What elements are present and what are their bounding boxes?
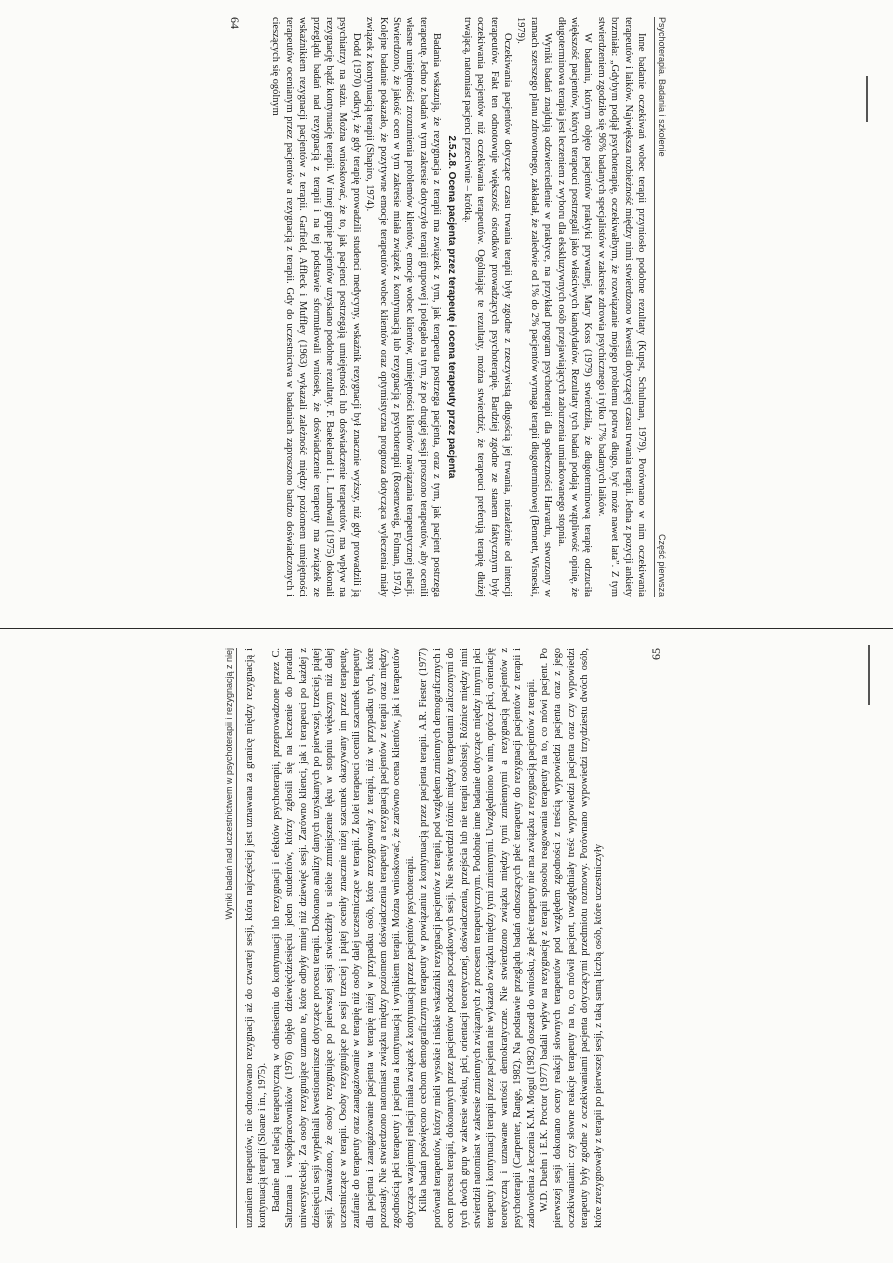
paragraph: Wyniki badań znajdują odzwierciedlenie w praktyce, na przykład program psychoterapii dla społeczności Harvardu, stworzony w ramach szerszego planu zdrowotnego, zakładał, że zaledwie od 1% do 2% pacjentów wymaga terapii długoterminowej (Bennett, Wisneski, 1979). (515, 17, 554, 597)
paragraph: W.D. Duehn i E.K. Proctor (1977) badali wpływ na rezygnację z terapii sposobu reagowania terapeuty na to, co mówi pacjent. Po pierwszej sesji dokonano oceny reakcji słownych terapeutów pod względem zgodności z treścią wypowiedzi pacjenta oraz z jego oczekiwaniami: czy słowne reakcje terapeuty na to, co mówił pacjent, uwzględniały treść wypowiedzi pacjenta oraz czy wypowiedzi terapeuty były zgodne z oczekiwaniami pacjenta dotyczącymi przedmiotu rozmowy. Porównano wypowiedzi trzydziestu dwóch osób, które zrezygnowały z terapii po pierwszej sesji, z taką samą liczbą osób, które uczestniczyły (538, 648, 604, 1228)
paragraph: Dodd (1970) odkrył, że gdy terapię prowadzili studenci medycyny, wskaźnik rezygnacji był znacznie wyższy, niż gdy prowadzili ją psychiatrzy na stażu. Można wnioskować, że to, jak pacjenci postrzegają umiejętności lub doświadczenie terapeutów, ma wpływ na rezygnację bądź kontynuację terapii. W innej grupie pacjentów uzyskano podobne rezultaty. F. Baekeland i L. Lundwall (1975) dokonali przeglądu badań nad rezygnacją z terapii i na tej podstawie sformułowali wniosek, że doświadczenie terapeuty ma związek ze wskaźnikiem rezygnacji pacjentów z terapii. Garfield, Affleck i Muffley (1963) wykazali zależność między poziomem umiejętności terapeutów ocenianym przez pacjentów a rezygnacją z terapii. Gdy do uczestnictwa w badaniach zaproszono bardzo doświadczonych i cieszących się ogólnym (270, 17, 362, 597)
scan-edge-mark (866, 76, 868, 122)
page-body (269, 17, 648, 597)
section-heading: 2.5.2.8. Ocena pacjenta przez terapeutę i ocena terapeuty przez pacjenta (446, 135, 458, 479)
header-chapter-title: Wyniki badań nad uczestnictwem w psychoterapii i rezygnacją z niej (224, 648, 234, 920)
book-page-64 (227, 17, 667, 597)
running-header (654, 17, 667, 597)
header-part-title: Część pierwsza (657, 533, 667, 597)
paragraph: Kilka badań poświęcono cechom demograficznym terapeuty w powiązaniu z kontynuacją przez pacjenta terapii. A.R. Fiester (1977) porównał terapeutów, którzy mieli wysokie i niskie wskaźniki rezygnacji pacjentów z terapii, pod względem zmiennych demograficznych i ocen procesu terapii, dokonanych przez pacjentów podczas początkowych sesji. Nie stwierdził różnic między terapeutami zaliczonymi do tych dwóch grup w zakresie wieku, płci, orientacji teoretycznej, doświadczenia, przejścia lub nie terapii osobistej. Różnice między nimi stwierdził natomiast w zakresie zmiennych związanych z procesem terapeutycznym. Podobnie inne badanie dotyczące między innymi płci terapeuty i kontynuacji terapii przez pacjenta nie wykazało związku między tymi zmiennymi. Uwzględniono w nim, oprócz płci, orientację teoretyczną i uznawane wartości demokratyczne. Nie stwierdzono związku między tymi zmiennymi a rezygnacją pacjentów z psychoterapii (Carpenter, Range, 1982). Na podstawie przeglądu badań odnoszących płeć terapeuty do rezygnacji pacjentów z terapii i zadowolenia z leczenia K.M. Mogul (1982) doszedł do wniosku, że płeć terapeuty nie ma związku z rezygnacją pacjentów z terapii. (418, 648, 537, 1228)
paragraph: Inne badanie oczekiwań wobec terapii przyniosło podobne rezultaty (Kupst, Schulman, 1979). Porównano w nim oczekiwania terapeutów i laików. Największa rozbieżność między nimi stwierdzono w kwestii dotyczącej czasu trwania terapii. Jedna z pozycji ankiety brzmiała: „Gdybym podjął psychoterapię, oczekiwałbym, że rozwiązanie mojego problemu potrwa długo, być może nawet lata”. Z tym stwierdzeniem zgodziło się 96% badanych specjalistów w zakresie zdrowia psychicznego i tylko 17% badanych laików. (595, 17, 647, 597)
header-book-title: Psychoterapia. Badania i szkolenie (657, 17, 667, 157)
paragraph: Oczekiwania pacjentów dotyczące czasu trwania terapii były zgodne z rzeczywistą długością jej trwania, niezależnie od intencji terapeutów. Fakt ten odnotowuje większość ośrodków prowadzących psychoterapię. Bardziej zgodne ze stanem faktycznym były oczekiwania pacjentów niż oczekiwania terapeutów. Ogólniając te rezultaty, można stwierdzić, że terapeuci preferują terapię dłużej trwającą, natomiast pacjenci przeciwnie – krótką. (461, 17, 513, 597)
paragraph: Badania wskazują, że rezygnacja z terapii ma związek z tym, jak terapeuta postrzega pacjenta, oraz z tym, jak pacjent postrzega terapeutę. Jedno z badań w tym zakresie dotyczyło terapii grupowej i polegało na tym, że po drugiej sesji proszono terapeutów, aby ocenili własne umiejętności zrozumienia problemów klientów, emocje wobec klientów, umiejętności klientów nawiązania terapeutycznej relacji. Stwierdzono, że jakość ocen w tym zakresie miała związek z kontynuacją lub rezygnacją z psychoterapii (Rosenzweig, Folman, 1974). Kolejne badanie pokazało, że pozytywne emocje terapeutów wobec klientów oraz optymistyczna prognoza dotycząca wyleczenia miały związek z kontynuacją terapii (Shapiro, 1974). (364, 17, 443, 597)
page-body (243, 648, 605, 1228)
page-number: 64 (228, 17, 242, 29)
page-number: 65 (649, 648, 663, 660)
paragraph: W badaniu, którym objęto pacjentów praktyki prywatnej, Mary Koss (1979) stwierdziła, że długoterminową terapię odrzuciła większość pacjentów, których terapeuci postrzegali jako właściwych kandydatów. Rezultaty tych badań podają w wątpliwość opinię, że długoterminowa terapia jest leczeniem z wyboru dla ekskluzywnych osób przejawiających zaburzenia umiarkowanego stopnia. (555, 17, 594, 597)
paragraph: uznaniem terapeutów, nie odnotowano rezygnacji aż do czwartej sesji, która najczęściej jest uznawana za granicę między rezygnacją i kontynuacją terapii (Sloane i in., 1975). (244, 648, 269, 1228)
book-page-65 (224, 648, 664, 1228)
running-header (224, 648, 237, 1228)
scan-edge-mark (868, 645, 870, 705)
paragraph: Badanie nad relacją terapeutyczną w odniesieniu do kontynuacji lub rezygnacji i efektów psychoterapii, przeprowadzone przez C. Saltzmana i współpracowników (1976) objęło dziewięćdziesięciu jeden studentów, którzy zgłosili się na leczenie do poradni uniwersyteckiej. Za osoby rezygnujące uznano te, które odbyły mniej niż dziewięć sesji. Zarówno klienci, jak i terapeuci po każdej z dziesięciu sesji wypełniali kwestionariusze dotyczące procesu terapii. Dokonano analizy danych uzyskanych po pierwszej, trzeciej, piątej sesji. Zauważono, że osoby rezygnujące po pierwszej sesji stwierdziły u siebie zmniejszenie lęku w stopniu większym niż dalej uczestniczące w terapii. Osoby rezygnujące po sesji trzeciej i piątej oceniły znacznie niżej szacunek okazywany im przez terapeutę, zaufanie do terapeuty oraz zaangażowanie w terapię niż osoby dalej uczestniczące w terapii. Z kolei terapeuci ocenili szacunek terapeuty dla pacjenta i zaangażowanie pacjenta w terapię niżej w przypadku osób, które zrezygnowały z terapii, niż w przypadku tych, które pozostały. Nie stwierdzono natomiast związku między poziomem doświadczenia terapeuty a rezygnacją pacjentów z terapii oraz między zgodnością płci terapeuty i pacjenta a kontynuacją i wynikiem terapii. Można wnioskować, że zarówno ocena klientów, jak i terapeutów dotycząca wzajemnej relacji miała związek z kontynuacją przez pacjentów psychoterapii. (270, 648, 416, 1228)
page-divider (0, 628, 893, 629)
